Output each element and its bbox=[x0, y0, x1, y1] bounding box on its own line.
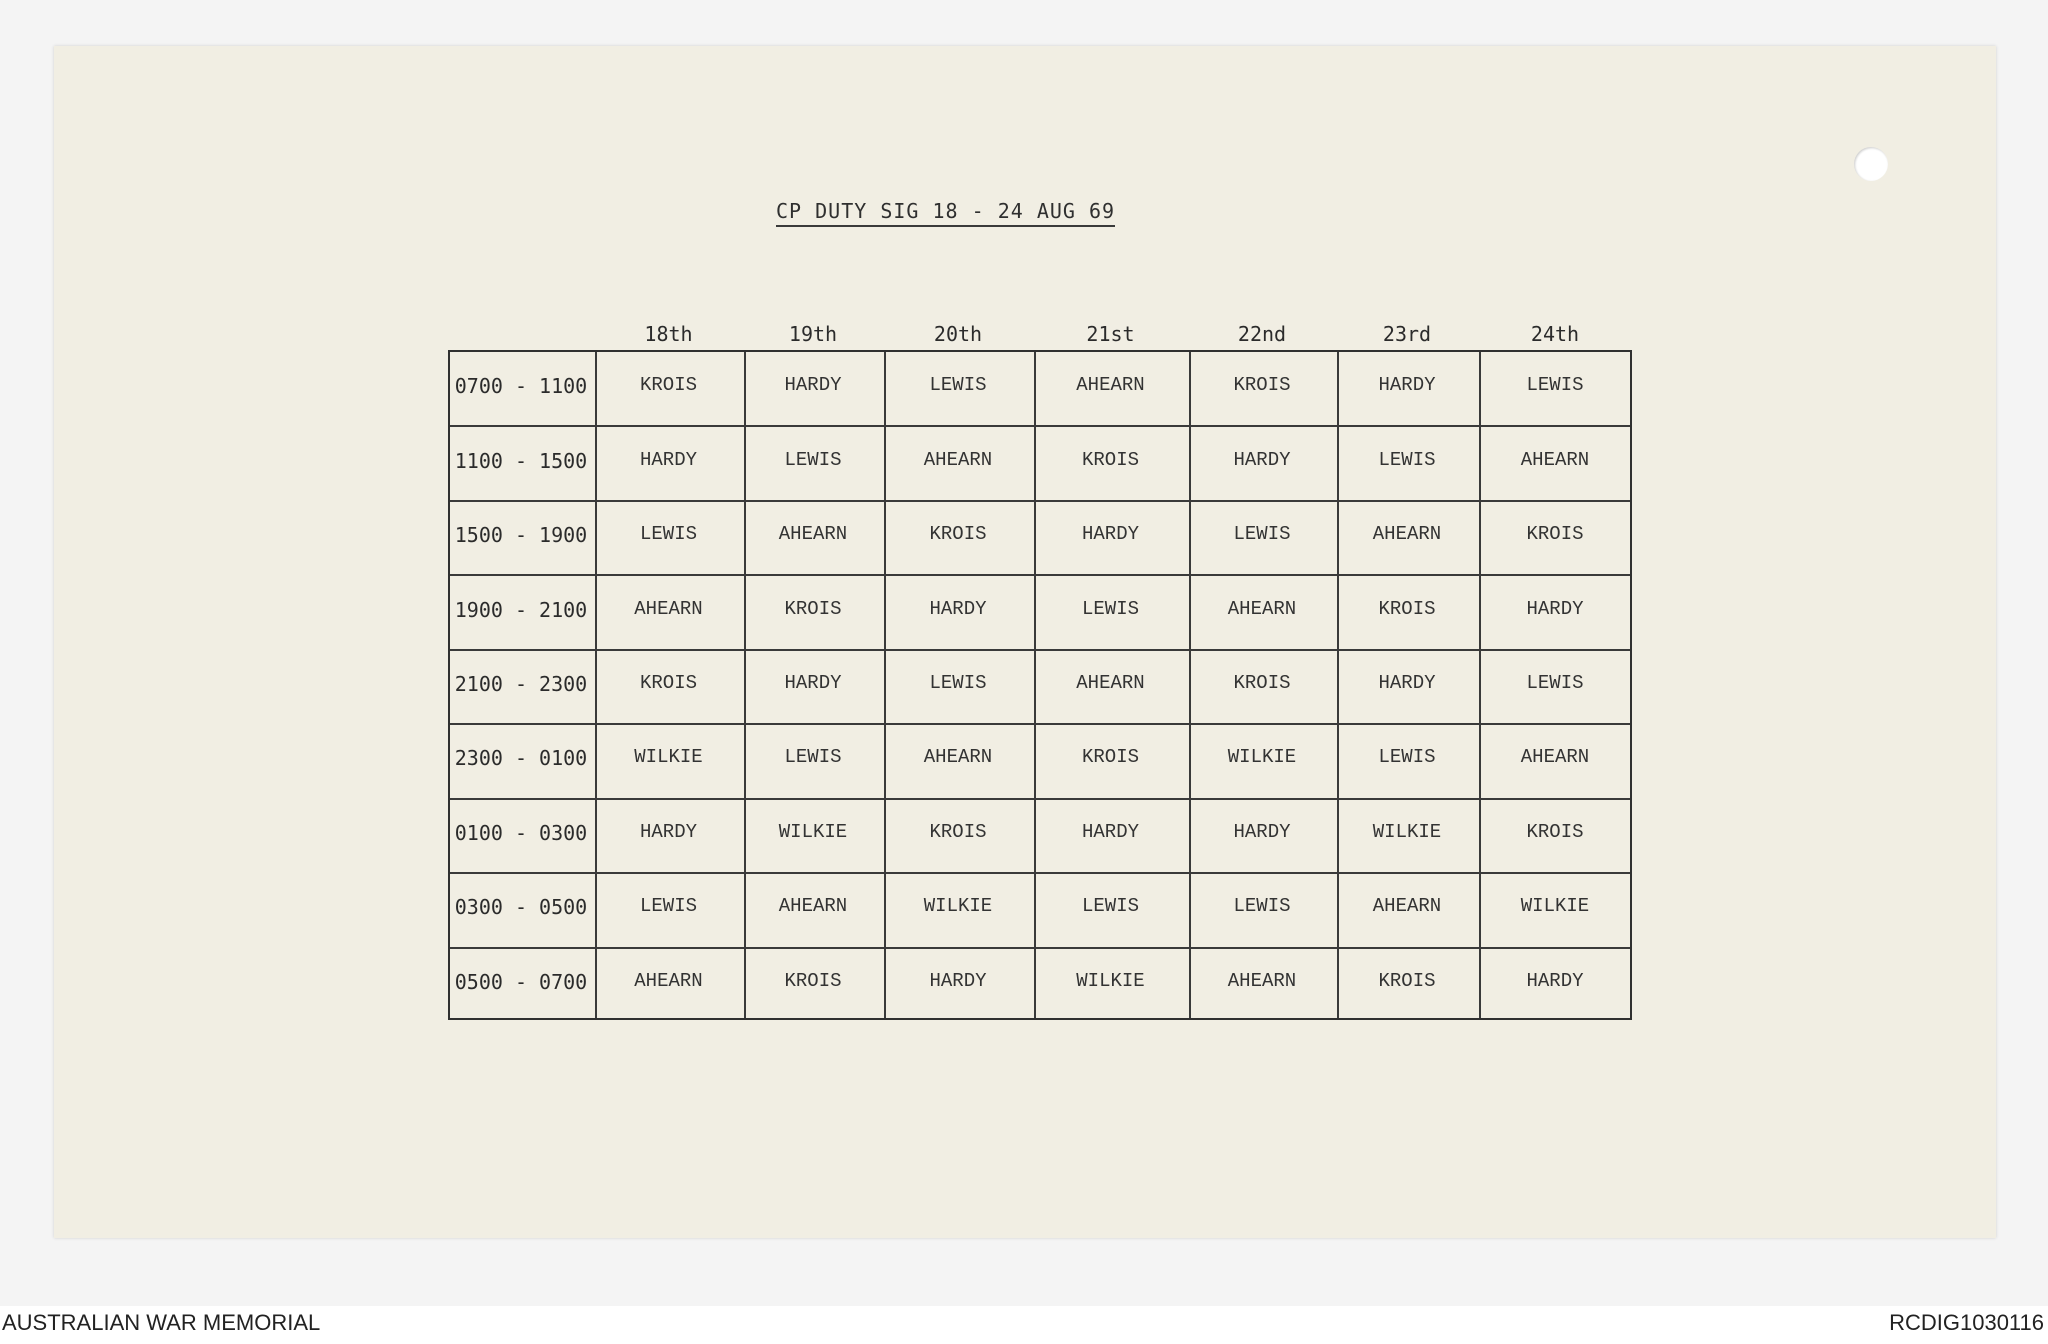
table-cell: LEWIS bbox=[1526, 672, 1584, 694]
table-cell: KROIS bbox=[929, 523, 987, 546]
table-cell: WILKIE bbox=[1076, 969, 1145, 992]
table-cell: KROIS bbox=[1526, 523, 1584, 546]
column-header: 24th bbox=[1530, 322, 1580, 346]
table-cell: HARDY bbox=[1233, 448, 1291, 471]
table-cell: AHEARN bbox=[778, 895, 848, 918]
table-cell: HARDY bbox=[1526, 597, 1584, 620]
document-title: CP DUTY SIG 18 - 24 AUG 69 bbox=[776, 199, 1115, 227]
table-cell: LEWIS bbox=[1526, 374, 1584, 397]
table-cell: HARDY bbox=[784, 672, 842, 694]
table-cell: LEWIS bbox=[784, 746, 842, 769]
table-cell: KROIS bbox=[639, 672, 697, 694]
table-cell: AHEARN bbox=[1372, 523, 1442, 546]
table-cell: KROIS bbox=[639, 374, 697, 397]
column-header: 23rd bbox=[1382, 322, 1432, 346]
time-slot-label: 2100 - 2300 bbox=[454, 672, 588, 696]
table-cell: WILKIE bbox=[634, 746, 703, 769]
table-cell: KROIS bbox=[1081, 448, 1139, 471]
table-cell: KROIS bbox=[784, 597, 842, 620]
table-cell: KROIS bbox=[1526, 820, 1584, 843]
time-slot-label: 1500 - 1900 bbox=[454, 523, 588, 548]
table-cell: KROIS bbox=[929, 820, 987, 843]
table-cell: AHEARN bbox=[634, 969, 703, 992]
footer-institution: AUSTRALIAN WAR MEMORIAL bbox=[2, 1310, 321, 1335]
table-cell: LEWIS bbox=[1378, 746, 1436, 769]
table-cell: HARDY bbox=[639, 820, 697, 843]
column-divider bbox=[1034, 352, 1036, 1018]
table-cell: LEWIS bbox=[1233, 895, 1291, 918]
punch-hole bbox=[1854, 147, 1888, 181]
row-divider bbox=[450, 574, 1630, 576]
table-cell: LEWIS bbox=[784, 448, 842, 471]
time-slot-label: 0500 - 0700 bbox=[454, 969, 588, 994]
column-header: 19th bbox=[788, 322, 838, 346]
time-slot-label: 1900 - 2100 bbox=[454, 597, 588, 622]
time-slot-label: 0100 - 0300 bbox=[454, 820, 588, 845]
table-cell: HARDY bbox=[929, 969, 987, 992]
row-divider bbox=[450, 947, 1630, 949]
table-cell: KROIS bbox=[1378, 969, 1436, 992]
table-cell: KROIS bbox=[1081, 746, 1139, 769]
table-cell: WILKIE bbox=[1520, 895, 1590, 918]
table-cell: HARDY bbox=[639, 448, 697, 471]
table-cell: HARDY bbox=[929, 597, 987, 620]
table-cell: LEWIS bbox=[639, 523, 697, 546]
table-cell: KROIS bbox=[1233, 672, 1291, 694]
table-cell: LEWIS bbox=[929, 374, 987, 397]
table-cell: LEWIS bbox=[929, 672, 987, 694]
table-cell: WILKIE bbox=[778, 820, 848, 843]
column-header: 21st bbox=[1086, 322, 1135, 346]
table-cell: LEWIS bbox=[1378, 448, 1436, 471]
row-divider bbox=[450, 798, 1630, 800]
table-cell: LEWIS bbox=[1081, 597, 1139, 620]
table-cell: HARDY bbox=[1233, 820, 1291, 843]
table-cell: LEWIS bbox=[639, 895, 697, 918]
table-cell: LEWIS bbox=[1081, 895, 1139, 918]
table-cell: AHEARN bbox=[923, 448, 993, 471]
table-cell: AHEARN bbox=[1227, 969, 1297, 992]
row-divider bbox=[450, 425, 1630, 427]
table-cell: LEWIS bbox=[1233, 523, 1291, 546]
table-cell: WILKIE bbox=[923, 895, 993, 918]
table-cell: HARDY bbox=[1081, 523, 1139, 546]
table-cell: HARDY bbox=[1526, 969, 1584, 992]
row-divider bbox=[450, 872, 1630, 874]
table-cell: AHEARN bbox=[1520, 746, 1590, 769]
table-cell: AHEARN bbox=[778, 523, 848, 546]
table-cell: HARDY bbox=[1378, 374, 1436, 397]
row-divider bbox=[450, 649, 1630, 651]
table-cell: WILKIE bbox=[1372, 820, 1442, 843]
table-cell: AHEARN bbox=[1076, 672, 1145, 694]
time-slot-label: 2300 - 0100 bbox=[454, 746, 588, 771]
table-cell: AHEARN bbox=[634, 597, 703, 620]
table-cell: AHEARN bbox=[1372, 895, 1442, 918]
table-cell: WILKIE bbox=[1227, 746, 1297, 769]
time-slot-label: 1100 - 1500 bbox=[454, 448, 588, 473]
column-header: 20th bbox=[933, 322, 983, 346]
time-slot-label: 0300 - 0500 bbox=[454, 895, 588, 920]
table-cell: KROIS bbox=[1233, 374, 1291, 397]
column-header: 18th bbox=[644, 322, 693, 346]
column-header: 22nd bbox=[1237, 322, 1287, 346]
table-cell: HARDY bbox=[1378, 672, 1436, 694]
table-cell: AHEARN bbox=[1076, 374, 1145, 397]
table-cell: KROIS bbox=[784, 969, 842, 992]
table-cell: AHEARN bbox=[923, 746, 993, 769]
row-divider bbox=[450, 500, 1630, 502]
time-slot-label: 0700 - 1100 bbox=[454, 374, 588, 399]
table-cell: KROIS bbox=[1378, 597, 1436, 620]
row-divider bbox=[450, 723, 1630, 725]
table-cell: AHEARN bbox=[1227, 597, 1297, 620]
table-cell: HARDY bbox=[1081, 820, 1139, 843]
table-cell: HARDY bbox=[784, 374, 842, 397]
footer-record-id: RCDIG1030116 bbox=[1889, 1310, 2044, 1335]
table-cell: AHEARN bbox=[1520, 448, 1590, 471]
